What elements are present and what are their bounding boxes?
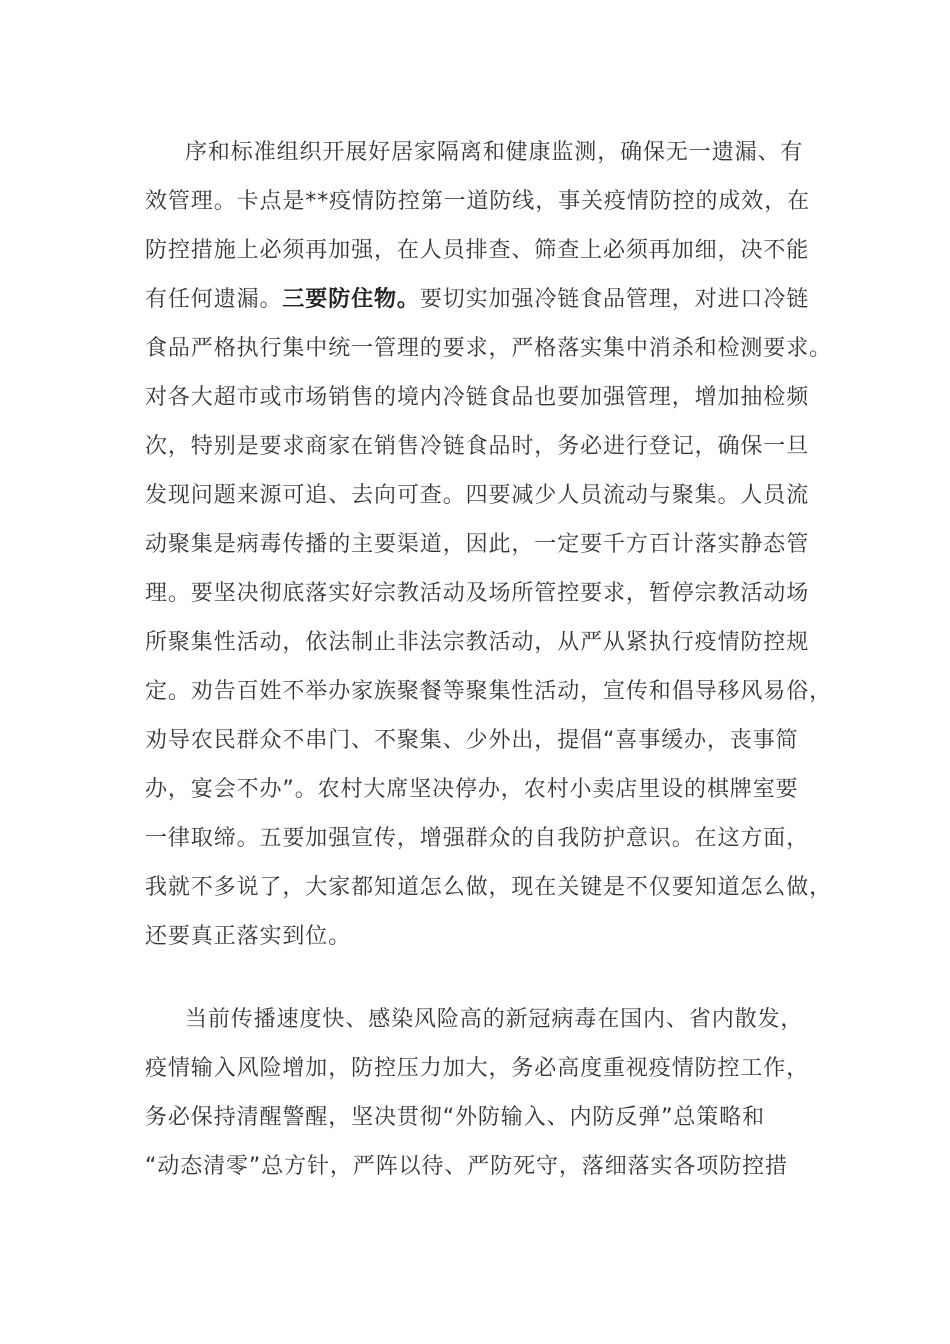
paragraph-1-line-with-heading <box>145 285 809 315</box>
paragraph-1-line: 一律取缔。五要加强宣传，增强群众的自我防护意识。在这方面， <box>145 826 810 851</box>
paragraph-2 <box>145 1005 835 1205</box>
paragraph-1-line: 定。劝告百姓不举办家族聚餐等聚集性活动，宣传和倡导移风易俗， <box>145 679 833 704</box>
paragraph-1-line: 食品严格执行集中统一管理的要求，严格落实集中消杀和检测要求。 <box>145 336 833 361</box>
paragraph-1-line: 防控措施上必须再加强，在人员排查、筛查上必须再加细，决不能 <box>145 238 810 263</box>
paragraph-1-line: 我就不多说了，大家都知道怎么做，现在关键是不仅要知道怎么做， <box>145 875 833 900</box>
bold-heading: 三要防住物。 <box>282 287 420 312</box>
paragraph-1 <box>145 138 835 978</box>
paragraph-2-line: 务必保持清醒警醒，坚决贯彻“外防输入、内防反弹”总策略和 <box>145 1105 765 1130</box>
paragraph-1-line: 理。要坚决彻底落实好宗教活动及场所管控要求，暂停宗教活动场 <box>145 581 810 606</box>
paragraph-1-line: 效管理。卡点是**疫情防控第一道防线，事关疫情防控的成效，在 <box>145 189 811 214</box>
paragraph-1-line: 发现问题来源可追、去向可查。四要减少人员流动与聚集。人员流 <box>145 483 810 508</box>
paragraph-1-line: 对各大超市或市场销售的境内冷链食品也要加强管理，增加抽检频 <box>145 385 810 410</box>
paragraph-1-line: 所聚集性活动，依法制止非法宗教活动，从严从紧执行疫情防控规 <box>145 630 810 655</box>
text-run: 有任何遗漏。 <box>145 287 283 312</box>
paragraph-2-line: “动态清零”总方针，严阵以待、严防死守，落细落实各项防控措 <box>145 1154 788 1179</box>
paragraph-1-line: 动聚集是病毒传播的主要渠道，因此，一定要千方百计落实静态管 <box>145 532 810 557</box>
paragraph-1-line: 还要真正落实到位。 <box>145 924 352 949</box>
text-run: 要切实加强冷链食品管理，对进口冷链 <box>419 287 810 312</box>
paragraph-2-line: 当前传播速度快、感染风险高的新冠病毒在国内、省内散发， <box>185 1007 804 1032</box>
paragraph-2-line: 疫情输入风险增加，防控压力加大，务必高度重视疫情防控工作， <box>145 1056 810 1081</box>
paragraph-1-line: 序和标准组织开展好居家隔离和健康监测，确保无一遗漏、有 <box>185 140 804 165</box>
paragraph-1-line: 次，特别是要求商家在销售冷链食品时，务必进行登记，确保一旦 <box>145 434 810 459</box>
paragraph-1-line: 办，宴会不办”。农村大席坚决停办，农村小卖店里设的棋牌室要 <box>145 777 799 802</box>
paragraph-1-line: 劝导农民群众不串门、不聚集、少外出，提倡“喜事缓办，丧事简 <box>145 728 799 753</box>
